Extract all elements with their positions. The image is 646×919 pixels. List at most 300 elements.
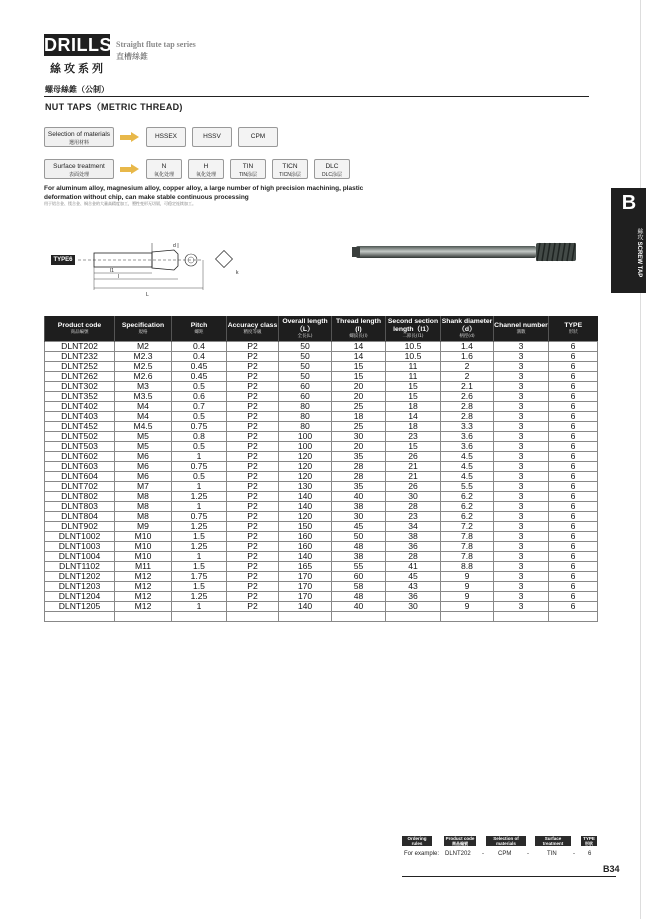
table-cell: 50 [279, 372, 332, 382]
table-cell: 6 [549, 542, 598, 552]
table-cell: P2 [227, 482, 279, 492]
surface-option-cn: 氧化处理 [153, 172, 174, 178]
table-cell: M6 [115, 462, 172, 472]
column-header-cn: 商品編號 [70, 330, 89, 335]
column-header-en: Product code [57, 322, 102, 329]
table-cell: 6 [549, 572, 598, 582]
column-header [227, 316, 279, 342]
example-material: CPM [498, 851, 512, 857]
table-cell: 11 [386, 362, 441, 372]
table-cell: 170 [279, 592, 332, 602]
column-header-en: Pitch [190, 322, 208, 329]
arrow-icon [120, 132, 140, 142]
table-cell: P2 [227, 372, 279, 382]
column-header-cn: 精度等級 [243, 330, 262, 335]
table-cell: 28 [332, 472, 386, 482]
table-cell: 9 [441, 572, 494, 582]
table-cell: 0.75 [172, 512, 227, 522]
table-cell: 3.6 [441, 442, 494, 452]
surface-option-ticn [272, 159, 308, 179]
table-cell: DLNT603 [45, 462, 115, 472]
table-cell: 120 [279, 452, 332, 462]
table-cell [494, 612, 549, 622]
table-cell: 1.6 [441, 352, 494, 362]
table-row [45, 402, 598, 412]
table-cell [549, 612, 598, 622]
table-cell: 3 [494, 422, 549, 432]
surface-option-en: TIN [242, 163, 254, 170]
table-cell: 3 [494, 402, 549, 412]
table-cell: 0.7 [172, 402, 227, 412]
table-row [45, 552, 598, 562]
table-cell: 1.25 [172, 542, 227, 552]
table-cell: 140 [279, 602, 332, 612]
table-cell: 3 [494, 452, 549, 462]
column-header [45, 316, 115, 342]
table-cell: 3.3 [441, 422, 494, 432]
table-cell: 6 [549, 552, 598, 562]
table-cell: 15 [332, 372, 386, 382]
table-cell: M2.5 [115, 362, 172, 372]
table-cell: 21 [386, 462, 441, 472]
table-cell: 34 [386, 522, 441, 532]
tap-drawing [78, 240, 248, 298]
table-cell: 48 [332, 592, 386, 602]
square-end-view [216, 251, 233, 268]
column-header-cn: 形狀 [568, 330, 578, 335]
ordering-box-en: Surface treatment [542, 836, 564, 846]
table-cell: M8 [115, 502, 172, 512]
table-cell: 9 [441, 592, 494, 602]
table-cell: 6.2 [441, 492, 494, 502]
type-tag: TYPE6 [51, 255, 75, 265]
column-header [441, 316, 494, 342]
table-cell: 48 [332, 542, 386, 552]
table-cell: 120 [279, 472, 332, 482]
table-cell: 6 [549, 382, 598, 392]
table-cell: 36 [386, 542, 441, 552]
table-cell: 36 [386, 592, 441, 602]
table-cell: 28 [332, 462, 386, 472]
table-cell: 23 [386, 432, 441, 442]
table-cell: 6 [549, 402, 598, 412]
table-cell: 1.5 [172, 582, 227, 592]
surface-option-cn: TICN涂层 [279, 172, 301, 178]
table-cell: 6 [549, 592, 598, 602]
table-cell: M3 [115, 382, 172, 392]
surface-option-tin [230, 159, 266, 179]
table-header-row [45, 316, 598, 342]
column-header-en: Channel number [494, 322, 548, 329]
table-cell: 0.45 [172, 372, 227, 382]
table-row [45, 562, 598, 572]
surface-option-cn: DLC涂层 [321, 172, 342, 178]
table-row [45, 482, 598, 492]
table-cell: 25 [332, 422, 386, 432]
column-header [172, 316, 227, 342]
table-cell: M4 [115, 412, 172, 422]
surface-option-h [188, 159, 224, 179]
table-cell: 3 [494, 502, 549, 512]
description-cn: 用于铝合金、镁合金、铜合金的大量高精度加工，塑性变形无切屑，可稳定连续加工。 [44, 201, 196, 206]
surface-option-en: TICN [282, 163, 298, 170]
table-cell [172, 612, 227, 622]
table-cell: 6 [549, 472, 598, 482]
table-cell: 1 [172, 482, 227, 492]
materials-label-cn: 選用材料 [68, 140, 89, 146]
table-cell: 5.5 [441, 482, 494, 492]
table-cell: DLNT352 [45, 392, 115, 402]
table-cell: DLNT1004 [45, 552, 115, 562]
table-cell: 6 [549, 452, 598, 462]
table-row [45, 532, 598, 542]
table-cell: P2 [227, 592, 279, 602]
table-cell: P2 [227, 342, 279, 352]
table-cell: 7.8 [441, 532, 494, 542]
table-cell: 3 [494, 372, 549, 382]
table-cell: 3 [494, 602, 549, 612]
table-cell: P2 [227, 362, 279, 372]
column-header-en: TYPE [564, 322, 583, 329]
table-cell: DLNT602 [45, 452, 115, 462]
table-cell: 15 [386, 392, 441, 402]
table-cell: 0.5 [172, 382, 227, 392]
column-header-en: Accuracy class [227, 322, 278, 329]
table-cell: 30 [332, 432, 386, 442]
materials-row [44, 127, 278, 147]
table-cell: DLNT1003 [45, 542, 115, 552]
surface-label [44, 159, 114, 179]
column-header-en: Shank diameter（d） [441, 318, 493, 333]
table-cell: 0.4 [172, 352, 227, 362]
ordering-box-cn: 選用材料 [498, 846, 514, 851]
table-cell: 21 [386, 472, 441, 482]
table-cell: 0.75 [172, 462, 227, 472]
table-cell: 20 [332, 382, 386, 392]
table-cell: 3 [494, 382, 549, 392]
column-header-cn: 二節長(l1) [402, 334, 424, 339]
ordering-box-en: Selection of materials [493, 836, 519, 846]
table-cell: DLNT262 [45, 372, 115, 382]
table-cell: 7.2 [441, 522, 494, 532]
table-cell: 20 [332, 392, 386, 402]
side-tab-cn: 絲攻 [636, 228, 642, 240]
table-cell: DLNT803 [45, 502, 115, 512]
table-row [45, 462, 598, 472]
table-cell: 0.5 [172, 442, 227, 452]
table-cell: 60 [332, 572, 386, 582]
table-cell: 45 [332, 522, 386, 532]
table-row [45, 382, 598, 392]
table-cell: P2 [227, 442, 279, 452]
table-cell: P2 [227, 422, 279, 432]
table-cell: 120 [279, 462, 332, 472]
table-cell: 160 [279, 532, 332, 542]
dim-l1: l1 [110, 268, 114, 274]
table-cell: 18 [332, 412, 386, 422]
brand-subtitle: 絲攻系列 [50, 63, 106, 75]
surface-option-en: N [161, 163, 167, 170]
table-cell: 18 [386, 422, 441, 432]
table-cell: M3.5 [115, 392, 172, 402]
table-row [45, 412, 598, 422]
table-cell: 6 [549, 512, 598, 522]
table-cell: 15 [386, 382, 441, 392]
table-cell: 14 [332, 352, 386, 362]
table-cell: 3 [494, 472, 549, 482]
table-cell: 26 [386, 452, 441, 462]
material-option-hssex: HSSEX [146, 127, 186, 147]
table-cell: DLNT802 [45, 492, 115, 502]
surface-label-cn: 表面处理 [68, 172, 89, 178]
table-cell: P2 [227, 462, 279, 472]
ordering-materials-box [486, 836, 526, 851]
table-cell: 6 [549, 502, 598, 512]
table-cell: 3 [494, 592, 549, 602]
column-header-en: Overall length（L） [282, 318, 328, 333]
table-cell: 6 [549, 532, 598, 542]
table-cell: 130 [279, 482, 332, 492]
table-cell: 4.5 [441, 472, 494, 482]
table-cell: P2 [227, 352, 279, 362]
column-header-cn: 螺距 [194, 330, 204, 335]
table-row [45, 422, 598, 432]
section-title-cn: 螺母絲錐（公制） [45, 85, 109, 94]
table-cell: 3 [494, 532, 549, 542]
ordering-surface-box [535, 836, 571, 851]
table-cell: 23 [386, 512, 441, 522]
column-header [279, 316, 332, 342]
table-cell: 6.2 [441, 502, 494, 512]
table-cell: 6 [549, 442, 598, 452]
materials-label [44, 127, 114, 147]
table-cell: 3 [494, 442, 549, 452]
surface-label-en: Surface treatment [53, 163, 105, 170]
column-header-cn: 柄徑(d) [459, 334, 475, 339]
table-cell: 170 [279, 572, 332, 582]
page-number: B34 [603, 864, 620, 874]
table-cell: 3 [494, 582, 549, 592]
table-cell: DLNT302 [45, 382, 115, 392]
ordering-product-code-box [444, 836, 476, 846]
table-cell: 6 [549, 342, 598, 352]
table-cell [386, 612, 441, 622]
table-cell: 3 [494, 492, 549, 502]
material-option-hssv: HSSV [192, 127, 232, 147]
table-cell: M2 [115, 342, 172, 352]
table-cell: 26 [386, 482, 441, 492]
table-cell: 6.2 [441, 512, 494, 522]
table-cell: 2.6 [441, 392, 494, 402]
table-cell: DLNT503 [45, 442, 115, 452]
footer-rule [402, 876, 616, 877]
table-cell: 6 [549, 492, 598, 502]
table-cell: 3 [494, 522, 549, 532]
table-cell: 80 [279, 402, 332, 412]
table-cell: P2 [227, 532, 279, 542]
table-row [45, 492, 598, 502]
table-cell: 38 [332, 502, 386, 512]
table-cell: 1.25 [172, 592, 227, 602]
table-row [45, 392, 598, 402]
table-cell: 3 [494, 352, 549, 362]
table-cell: 10.5 [386, 352, 441, 362]
arrow-icon [120, 164, 140, 174]
table-cell: DLNT902 [45, 522, 115, 532]
table-cell: M6 [115, 472, 172, 482]
column-header [332, 316, 386, 342]
dim-k: k [236, 270, 239, 276]
table-cell: 0.4 [172, 342, 227, 352]
table-cell: 6 [549, 362, 598, 372]
table-cell: 170 [279, 582, 332, 592]
ordering-box-en: TYPE [583, 836, 595, 841]
column-header-cn: 螺紋長(l) [349, 334, 368, 339]
table-cell: DLNT1204 [45, 592, 115, 602]
brand-logo: DRILLS [44, 35, 112, 55]
table-cell: 2.8 [441, 402, 494, 412]
ordering-box-cn: 形狀 [585, 841, 593, 846]
example-separator: - [482, 851, 484, 857]
table-cell: DLNT403 [45, 412, 115, 422]
table-cell: 28 [386, 502, 441, 512]
table-cell: 30 [386, 602, 441, 612]
table-cell: P2 [227, 382, 279, 392]
spec-table [44, 316, 598, 622]
dim-d: d [173, 243, 176, 249]
table-cell: DLNT1002 [45, 532, 115, 542]
table-cell: 100 [279, 432, 332, 442]
table-cell: 6 [549, 602, 598, 612]
table-cell: 6 [549, 392, 598, 402]
table-cell: 3 [494, 462, 549, 472]
table-cell: 80 [279, 422, 332, 432]
table-cell: 60 [279, 392, 332, 402]
ordering-box-en: Ordering rules [407, 836, 427, 846]
table-row [45, 442, 598, 452]
table-cell: M8 [115, 512, 172, 522]
table-cell: 18 [386, 402, 441, 412]
table-cell: 150 [279, 522, 332, 532]
column-header-cn: 溝數 [516, 330, 526, 335]
table-cell: M10 [115, 532, 172, 542]
table-cell: 15 [332, 362, 386, 372]
ordering-box-en: Product code [445, 836, 475, 841]
table-cell: 1.25 [172, 492, 227, 502]
table-cell [227, 612, 279, 622]
table-cell: 6 [549, 522, 598, 532]
table-cell: 6 [549, 482, 598, 492]
table-cell: P2 [227, 522, 279, 532]
table-cell: 1.25 [172, 522, 227, 532]
surface-option-en: DLC [325, 163, 339, 170]
table-cell: DLNT232 [45, 352, 115, 362]
table-row [45, 342, 598, 352]
table-cell: P2 [227, 392, 279, 402]
example-label: For example: [404, 851, 440, 857]
ordering-rules-box [402, 836, 432, 851]
table-cell: 0.5 [172, 472, 227, 482]
table-cell: DLNT1202 [45, 572, 115, 582]
table-cell: M6 [115, 452, 172, 462]
column-header-en: Specification [121, 322, 165, 329]
table-cell: 2.8 [441, 412, 494, 422]
example-surface: TIN [547, 851, 557, 857]
table-cell [45, 612, 115, 622]
table-cell: M12 [115, 582, 172, 592]
surface-option-dlc [314, 159, 350, 179]
table-cell: 140 [279, 552, 332, 562]
table-cell [441, 612, 494, 622]
table-cell: P2 [227, 432, 279, 442]
materials-label-en: Selection of materials [47, 131, 111, 138]
series-title-cn: 直槽絲錐 [116, 52, 148, 61]
example-separator: - [573, 851, 575, 857]
table-cell: 140 [279, 502, 332, 512]
table-cell: P2 [227, 572, 279, 582]
table-row [45, 512, 598, 522]
surface-option-cn: TIN涂层 [238, 172, 258, 178]
table-cell: 1 [172, 552, 227, 562]
table-cell: 60 [279, 382, 332, 392]
table-cell: DLNT452 [45, 422, 115, 432]
table-cell: 28 [386, 552, 441, 562]
table-cell [115, 612, 172, 622]
table-cell: P2 [227, 602, 279, 612]
surface-option-en: H [203, 163, 209, 170]
section-title-en: NUT TAPS（METRIC THREAD) [45, 102, 183, 112]
table-cell: 20 [332, 442, 386, 452]
table-cell: M10 [115, 542, 172, 552]
table-cell: 8.8 [441, 562, 494, 572]
table-cell: 7.8 [441, 552, 494, 562]
table-cell: 1.75 [172, 572, 227, 582]
table-cell: M9 [115, 522, 172, 532]
table-cell: 45 [386, 572, 441, 582]
table-cell: P2 [227, 582, 279, 592]
table-cell: M12 [115, 602, 172, 612]
ordering-box-cn: 商品編號 [452, 841, 468, 846]
table-cell: DLNT702 [45, 482, 115, 492]
table-row [45, 522, 598, 532]
table-cell: 80 [279, 412, 332, 422]
table-row [45, 452, 598, 462]
side-tab-en: SCREW TAP [636, 241, 642, 278]
table-cell: 3 [494, 512, 549, 522]
section-divider [44, 96, 589, 97]
table-cell: 41 [386, 562, 441, 572]
table-cell: 6 [549, 372, 598, 382]
table-cell: M7 [115, 482, 172, 492]
table-cell: 1.5 [172, 562, 227, 572]
table-cell: 1 [172, 602, 227, 612]
table-row-empty [45, 612, 598, 622]
table-cell: DLNT502 [45, 432, 115, 442]
table-cell: 1 [172, 502, 227, 512]
column-header [115, 316, 172, 342]
table-cell: DLNT202 [45, 342, 115, 352]
table-row [45, 592, 598, 602]
table-cell: P2 [227, 502, 279, 512]
column-header [386, 316, 441, 342]
table-cell: 120 [279, 512, 332, 522]
table-cell: 1.4 [441, 342, 494, 352]
table-cell: 38 [332, 552, 386, 562]
table-cell: 50 [279, 342, 332, 352]
table-body [45, 342, 598, 622]
table-cell: 6 [549, 422, 598, 432]
ordering-box-cn: 訂購規則 [409, 846, 425, 851]
